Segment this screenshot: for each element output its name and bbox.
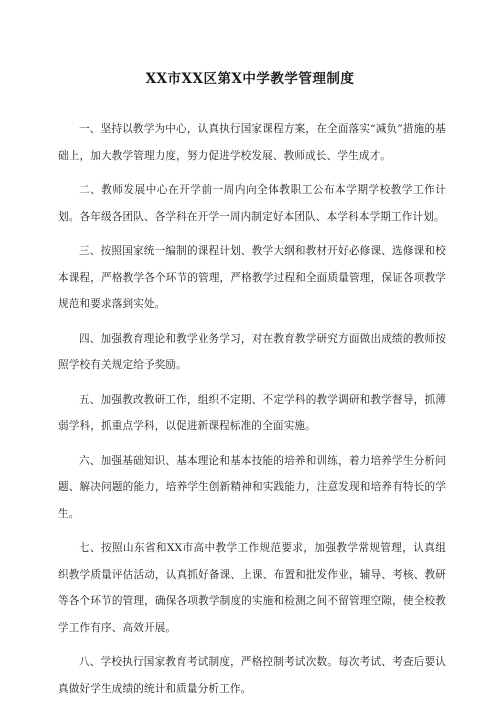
paragraph-6: 六、加强基础知识、基本理论和基本技能的培养和训练，着力培养学生分析问题、解决问题的能力，培养学生创新精神和实践能力，注意发现和培养有特长的学生。 — [58, 454, 446, 520]
document-body — [58, 116, 446, 710]
paragraph-7: 七、按照山东省和XX市高中教学工作规范要求，加强教学常规管理，认真组织教学质量评估活动，认真抓好备课、上课、布置和批发作业，辅导、考核、教研等各个环节的管理，确保各项教学制度的实施和检测之间不留管理空隙，使全校教学工作有序、高效开展。 — [58, 542, 446, 634]
paragraph-1: 一、坚持以教学为中心，认真执行国家课程方案，在全面落实“减负”措施的基础上，加大教学管理力度，努力促进学校发展、教师成长、学生成才。 — [58, 123, 446, 162]
paragraph-4: 四、加强教育理论和教学业务学习，对在教育教学研究方面做出成绩的教师按照学校有关规定给予奖励。 — [58, 332, 446, 371]
paragraph-5: 五、加强教改教研工作，组织不定期、不定学科的教学调研和教学督导，抓薄弱学科，抓重点学科，以促进新课程标准的全面实施。 — [58, 393, 446, 432]
document-title-text: XX市XX区第X中学教学管理制度 — [145, 71, 355, 87]
document-title — [0, 70, 500, 88]
paragraph-8: 八、学校执行国家教育考试制度，严格控制考试次数。每次考试、考查后要认真做好学生成绩的统计和质量分析工作。 — [58, 656, 446, 695]
paragraph-3: 三、按照国家统一编制的课程计划、教学大纲和教材开好必修课、选修课和校本课程，严格教学各个环节的管理，严格教学过程和全面质量管理，保证各项教学规范和要求落到实处。 — [58, 245, 446, 310]
paragraph-2: 二、教师发展中心在开学前一周内向全体教职工公布本学期学校教学工作计划。各年级各团队、各学科在开学一周内制定好本团队、本学科本学期工作计划。 — [58, 184, 446, 223]
